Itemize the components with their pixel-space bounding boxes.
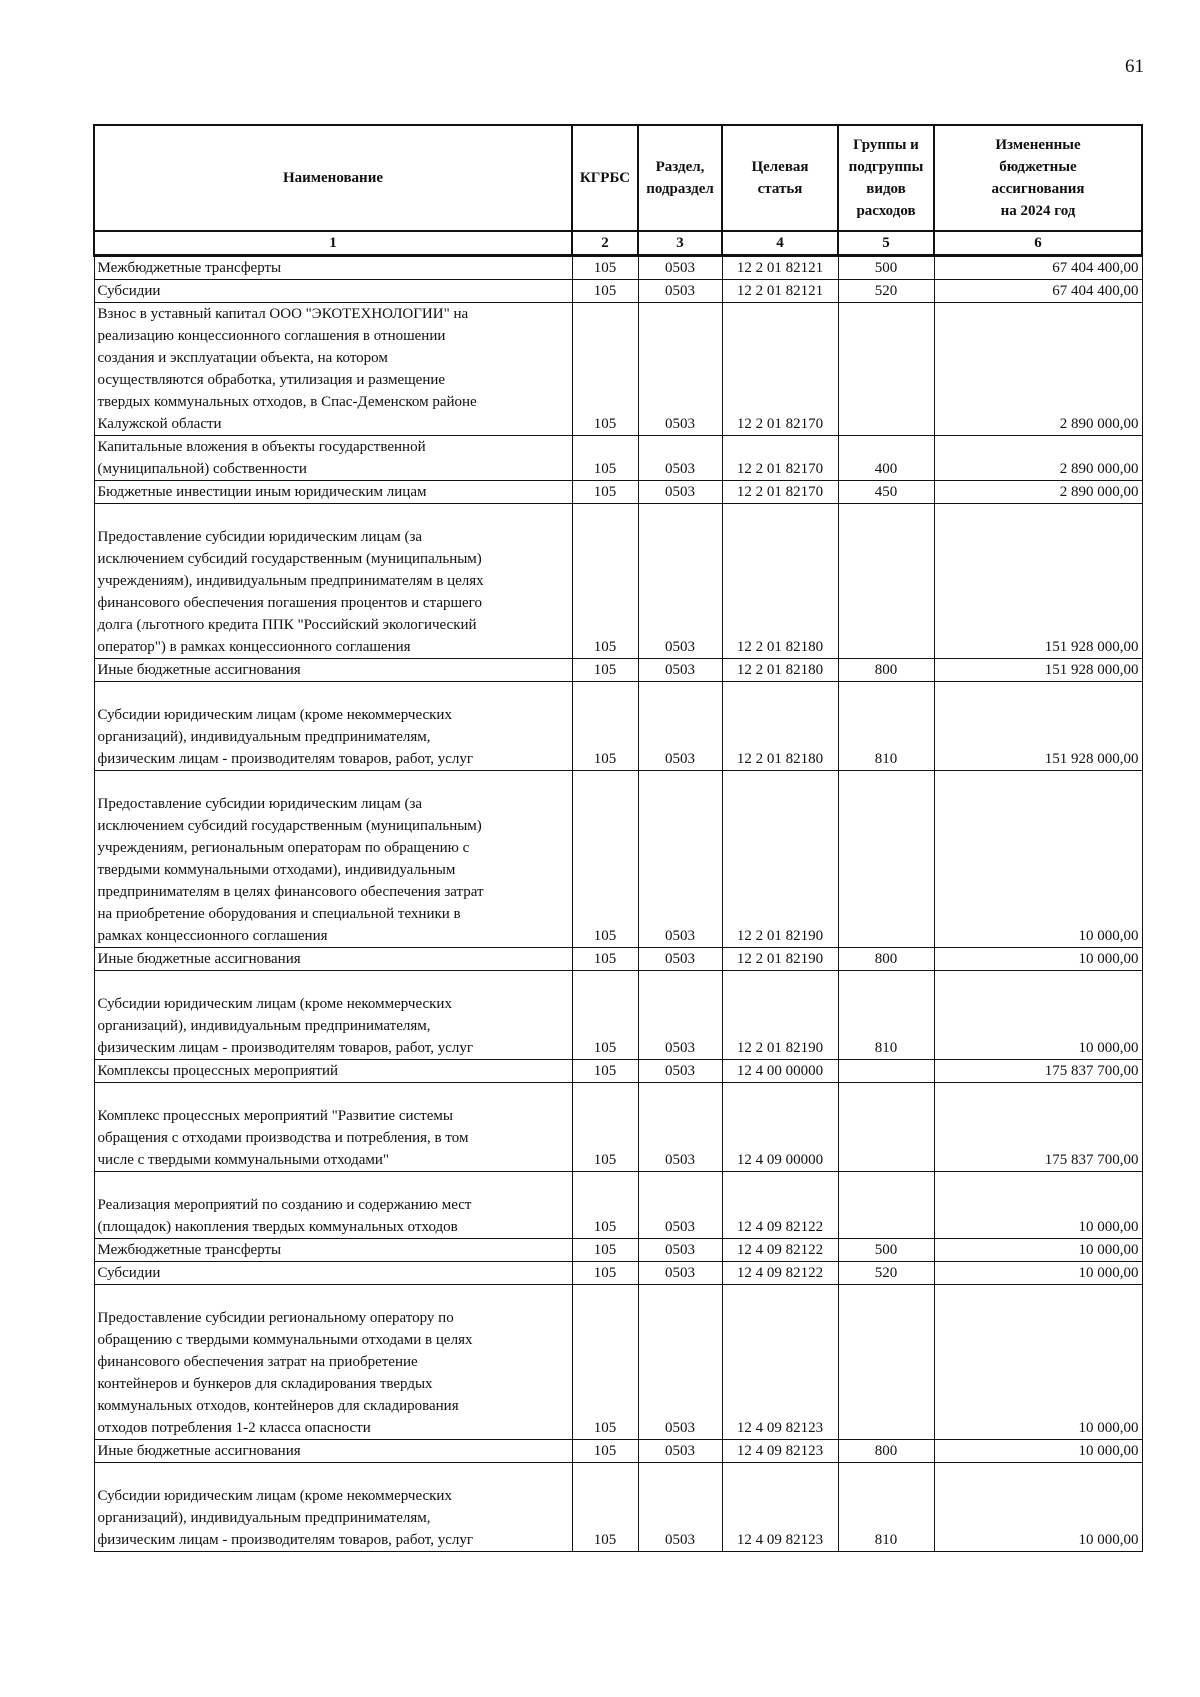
- cell-section: 0503: [638, 279, 722, 302]
- cell-name: Иные бюджетные ассигнования: [94, 1439, 572, 1462]
- cell-expense-group: 400: [838, 435, 934, 480]
- cell-amount: 151 928 000,00: [934, 681, 1142, 770]
- header-expense-groups: Группы и подгруппы видов расходов: [838, 125, 934, 231]
- cell-expense-group: [838, 503, 934, 658]
- cell-target-article: 12 2 01 82190: [722, 770, 838, 947]
- cell-target-article: 12 2 01 82170: [722, 435, 838, 480]
- cell-amount: 2 890 000,00: [934, 480, 1142, 503]
- cell-expense-group: 450: [838, 480, 934, 503]
- table-row: [94, 1082, 1142, 1171]
- cell-kgrbs: 105: [572, 503, 638, 658]
- column-number: 5: [838, 231, 934, 255]
- cell-amount: 67 404 400,00: [934, 255, 1142, 279]
- cell-amount: 151 928 000,00: [934, 658, 1142, 681]
- cell-name: Бюджетные инвестиции иным юридическим лицам: [94, 480, 572, 503]
- table-row: [94, 480, 1142, 503]
- table-row: [94, 1059, 1142, 1082]
- cell-kgrbs: 105: [572, 1171, 638, 1238]
- cell-target-article: 12 2 01 82190: [722, 970, 838, 1059]
- cell-name: Субсидии юридическим лицам (кроме некоммерческих организаций), индивидуальным предпринимателям, физическим лицам - производителям товаров, работ, услуг: [94, 970, 572, 1059]
- cell-amount: 2 890 000,00: [934, 302, 1142, 435]
- cell-expense-group: 800: [838, 1439, 934, 1462]
- cell-amount: 10 000,00: [934, 770, 1142, 947]
- cell-section: 0503: [638, 1171, 722, 1238]
- column-number: 1: [94, 231, 572, 255]
- cell-section: 0503: [638, 302, 722, 435]
- cell-name: Иные бюджетные ассигнования: [94, 658, 572, 681]
- header-target-article: Целевая статья: [722, 125, 838, 231]
- cell-kgrbs: 105: [572, 435, 638, 480]
- table-row: [94, 255, 1142, 279]
- cell-amount: 10 000,00: [934, 1284, 1142, 1439]
- table-row: [94, 1238, 1142, 1261]
- cell-target-article: 12 2 01 82190: [722, 947, 838, 970]
- cell-target-article: 12 2 01 82170: [722, 302, 838, 435]
- cell-target-article: 12 2 01 82121: [722, 255, 838, 279]
- cell-kgrbs: 105: [572, 970, 638, 1059]
- cell-kgrbs: 105: [572, 480, 638, 503]
- cell-section: 0503: [638, 503, 722, 658]
- cell-section: 0503: [638, 1284, 722, 1439]
- header-amount: Измененные бюджетные ассигнования на 2024 год: [934, 125, 1142, 231]
- cell-expense-group: 810: [838, 681, 934, 770]
- cell-target-article: 12 2 01 82180: [722, 658, 838, 681]
- cell-name: Субсидии: [94, 1261, 572, 1284]
- cell-target-article: 12 2 01 82180: [722, 681, 838, 770]
- cell-amount: 10 000,00: [934, 1462, 1142, 1551]
- column-number: 4: [722, 231, 838, 255]
- cell-section: 0503: [638, 1082, 722, 1171]
- cell-target-article: 12 4 09 82122: [722, 1171, 838, 1238]
- cell-target-article: 12 4 09 82122: [722, 1261, 838, 1284]
- cell-name: Иные бюджетные ассигнования: [94, 947, 572, 970]
- cell-section: 0503: [638, 435, 722, 480]
- cell-kgrbs: 105: [572, 302, 638, 435]
- cell-section: 0503: [638, 1462, 722, 1551]
- budget-allocation-table: [93, 124, 1143, 1552]
- cell-amount: 2 890 000,00: [934, 435, 1142, 480]
- cell-target-article: 12 4 09 82123: [722, 1439, 838, 1462]
- table-row: [94, 770, 1142, 947]
- cell-name: Реализация мероприятий по созданию и содержанию мест (площадок) накопления твердых коммунальных отходов: [94, 1171, 572, 1238]
- cell-section: 0503: [638, 1059, 722, 1082]
- table-header-row: [94, 125, 1142, 231]
- cell-section: 0503: [638, 770, 722, 947]
- cell-section: 0503: [638, 480, 722, 503]
- table-row: [94, 302, 1142, 435]
- cell-section: 0503: [638, 947, 722, 970]
- cell-section: 0503: [638, 658, 722, 681]
- cell-expense-group: 520: [838, 1261, 934, 1284]
- header-name: Наименование: [94, 125, 572, 231]
- cell-amount: 10 000,00: [934, 1171, 1142, 1238]
- cell-section: 0503: [638, 255, 722, 279]
- cell-kgrbs: 105: [572, 1261, 638, 1284]
- cell-kgrbs: 105: [572, 1238, 638, 1261]
- table-row: [94, 1462, 1142, 1551]
- table-row: [94, 435, 1142, 480]
- cell-kgrbs: 105: [572, 681, 638, 770]
- cell-expense-group: [838, 1284, 934, 1439]
- cell-kgrbs: 105: [572, 1462, 638, 1551]
- cell-target-article: 12 4 00 00000: [722, 1059, 838, 1082]
- cell-name: Комплекс процессных мероприятий "Развитие системы обращения с отходами производства и потребления, в том числе с твердыми коммунальными отходами": [94, 1082, 572, 1171]
- table-row: [94, 658, 1142, 681]
- column-number: 3: [638, 231, 722, 255]
- cell-name: Предоставление субсидии юридическим лицам (за исключением субсидий государственным (муниципальным) учреждениям, региональным операторам по обращению с твердыми коммунальными отходами), индивидуальным предпринимателям в целях финансового обеспечения затрат на приобретение оборудования и специальной техники в рамках концессионного соглашения: [94, 770, 572, 947]
- table-row: [94, 947, 1142, 970]
- cell-target-article: 12 2 01 82170: [722, 480, 838, 503]
- cell-expense-group: [838, 770, 934, 947]
- cell-kgrbs: 105: [572, 1439, 638, 1462]
- column-number-row: [94, 231, 1142, 255]
- cell-section: 0503: [638, 681, 722, 770]
- cell-name: Межбюджетные трансферты: [94, 255, 572, 279]
- cell-amount: 10 000,00: [934, 970, 1142, 1059]
- cell-target-article: 12 2 01 82121: [722, 279, 838, 302]
- cell-expense-group: 810: [838, 1462, 934, 1551]
- cell-name: Субсидии юридическим лицам (кроме некоммерческих организаций), индивидуальным предпринимателям, физическим лицам - производителям товаров, работ, услуг: [94, 1462, 572, 1551]
- cell-target-article: 12 4 09 82122: [722, 1238, 838, 1261]
- table-row: [94, 970, 1142, 1059]
- cell-amount: 10 000,00: [934, 1439, 1142, 1462]
- cell-target-article: 12 4 09 82123: [722, 1462, 838, 1551]
- cell-kgrbs: 105: [572, 947, 638, 970]
- cell-section: 0503: [638, 1261, 722, 1284]
- cell-name: Капитальные вложения в объекты государственной (муниципальной) собственности: [94, 435, 572, 480]
- cell-expense-group: [838, 1082, 934, 1171]
- column-number: 2: [572, 231, 638, 255]
- cell-amount: 67 404 400,00: [934, 279, 1142, 302]
- cell-name: Субсидии: [94, 279, 572, 302]
- table-row: [94, 1261, 1142, 1284]
- table-row: [94, 503, 1142, 658]
- cell-kgrbs: 105: [572, 1059, 638, 1082]
- table-row: [94, 681, 1142, 770]
- header-kgrbs: КГРБС: [572, 125, 638, 231]
- cell-expense-group: 500: [838, 255, 934, 279]
- cell-expense-group: 800: [838, 947, 934, 970]
- cell-expense-group: 520: [838, 279, 934, 302]
- cell-amount: 10 000,00: [934, 1261, 1142, 1284]
- page-number: 61: [1125, 56, 1144, 77]
- cell-target-article: 12 2 01 82180: [722, 503, 838, 658]
- table-row: [94, 1439, 1142, 1462]
- header-section: Раздел, подраздел: [638, 125, 722, 231]
- cell-expense-group: [838, 302, 934, 435]
- cell-name: Предоставление субсидии региональному оператору по обращению с твердыми коммунальными отходами в целях финансового обеспечения затрат на приобретение контейнеров и бункеров для складирования твердых коммунальных отходов, контейнеров для складирования отходов потребления 1-2 класса опасности: [94, 1284, 572, 1439]
- cell-amount: 175 837 700,00: [934, 1059, 1142, 1082]
- cell-expense-group: [838, 1171, 934, 1238]
- cell-amount: 175 837 700,00: [934, 1082, 1142, 1171]
- cell-kgrbs: 105: [572, 279, 638, 302]
- cell-name: Комплексы процессных мероприятий: [94, 1059, 572, 1082]
- cell-section: 0503: [638, 970, 722, 1059]
- table-row: [94, 1171, 1142, 1238]
- cell-target-article: 12 4 09 82123: [722, 1284, 838, 1439]
- cell-name: Взнос в уставный капитал ООО "ЭКОТЕХНОЛОГИИ" на реализацию концессионного соглашения в отношении создания и эксплуатации объекта, на котором осуществляются обработка, утилизация и размещение твердых коммунальных отходов, в Спас-Деменском районе Калужской области: [94, 302, 572, 435]
- cell-kgrbs: 105: [572, 255, 638, 279]
- table-body: [94, 255, 1142, 1551]
- cell-name: Межбюджетные трансферты: [94, 1238, 572, 1261]
- cell-kgrbs: 105: [572, 1284, 638, 1439]
- cell-amount: 151 928 000,00: [934, 503, 1142, 658]
- cell-expense-group: 810: [838, 970, 934, 1059]
- cell-kgrbs: 105: [572, 770, 638, 947]
- cell-amount: 10 000,00: [934, 947, 1142, 970]
- cell-section: 0503: [638, 1439, 722, 1462]
- cell-section: 0503: [638, 1238, 722, 1261]
- cell-expense-group: 800: [838, 658, 934, 681]
- table-row: [94, 1284, 1142, 1439]
- cell-expense-group: [838, 1059, 934, 1082]
- cell-target-article: 12 4 09 00000: [722, 1082, 838, 1171]
- cell-kgrbs: 105: [572, 658, 638, 681]
- cell-expense-group: 500: [838, 1238, 934, 1261]
- table-row: [94, 279, 1142, 302]
- column-number: 6: [934, 231, 1142, 255]
- cell-amount: 10 000,00: [934, 1238, 1142, 1261]
- cell-name: Субсидии юридическим лицам (кроме некоммерческих организаций), индивидуальным предпринимателям, физическим лицам - производителям товаров, работ, услуг: [94, 681, 572, 770]
- cell-kgrbs: 105: [572, 1082, 638, 1171]
- cell-name: Предоставление субсидии юридическим лицам (за исключением субсидий государственным (муниципальным) учреждениям), индивидуальным предпринимателям в целях финансового обеспечения погашения процентов и старшего долга (льготного кредита ППК "Российский экологический оператор") в рамках концессионного соглашения: [94, 503, 572, 658]
